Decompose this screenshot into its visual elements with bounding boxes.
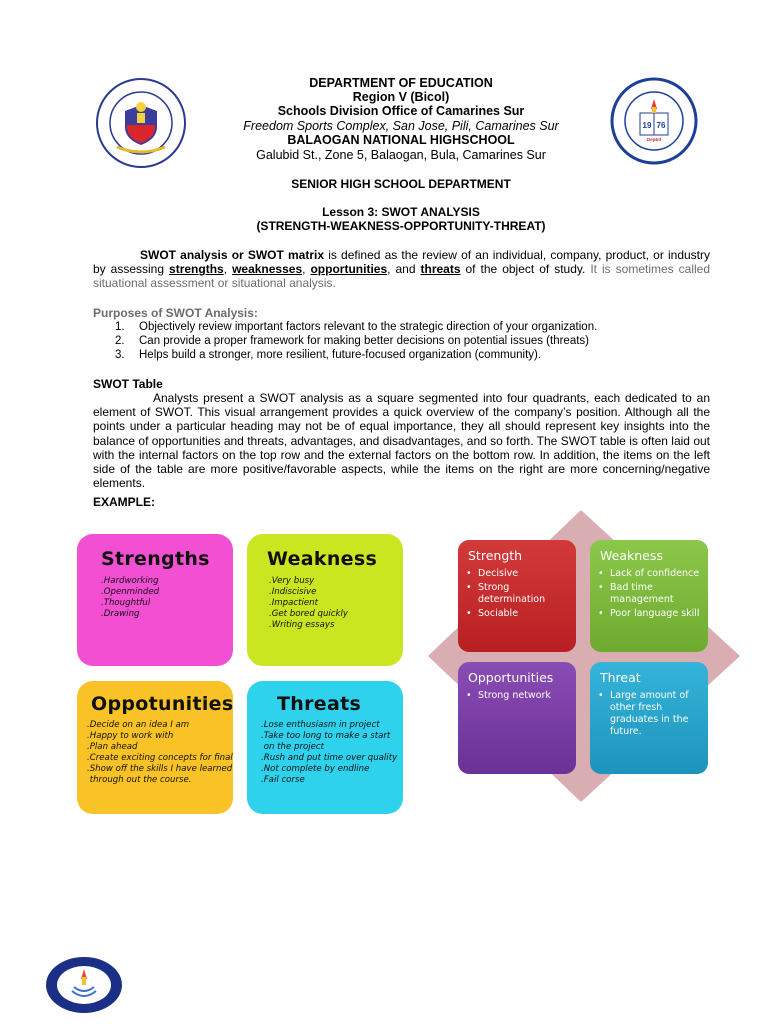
list-item: • Strong determination <box>466 582 570 606</box>
intro-text: is defined as the review of an individual, company, product, or industry by assessing <box>93 248 710 277</box>
opportunities-card-items: .Decide on an idea I am .Happy to work with .Plan ahead .Create exciting concepts for final .Show off the skills I have learned through out the course. <box>87 720 233 785</box>
strengths-card <box>77 534 233 666</box>
swot-matrix-example <box>428 510 740 802</box>
purposes-list <box>115 320 597 363</box>
deped-seal-logo <box>95 77 187 169</box>
header-school-name: BALAOGAN NATIONAL HIGHSCHOOL <box>287 133 515 147</box>
shs-department-title: SENIOR HIGH SCHOOL DEPARTMENT <box>291 177 511 191</box>
list-item: • Lack of confidence <box>598 568 702 580</box>
weakness-tile-list <box>598 568 702 622</box>
strength-tile-list <box>466 568 570 622</box>
threats-word: threats <box>420 262 461 277</box>
weakness-tile <box>590 540 708 652</box>
example-label: EXAMPLE: <box>93 495 156 509</box>
intro-grey-text: It is sometimes called situational assessment or situational analysis. <box>93 262 711 291</box>
list-text: Can provide a proper framework for making better decisions on potential issues (threats) <box>139 335 589 348</box>
strength-tile <box>458 540 576 652</box>
list-item: • Decisive <box>466 568 570 580</box>
opportunities-tile-title: Opportunities <box>468 670 554 685</box>
intro-sep: , and <box>387 262 421 277</box>
threats-card-items: .Lose enthusiasm in project .Take too long to make a start on the project .Rush and put time over quality .Not complete by endline .Fail corse <box>261 720 398 785</box>
lesson-title: Lesson 3: SWOT ANALYSIS <box>322 205 480 219</box>
opportunities-card <box>77 681 233 814</box>
weakness-tile-title: Weakness <box>600 548 663 563</box>
school-seal-logo <box>610 77 698 165</box>
swot-table-heading: SWOT Table <box>93 377 163 391</box>
opportunities-word: opportunities <box>310 262 388 277</box>
weakness-card <box>247 534 403 666</box>
header-department: DEPARTMENT OF EDUCATION <box>309 76 493 90</box>
list-text: Objectively review important factors relevant to the strategic direction of your organization. <box>139 321 598 333</box>
list-item <box>115 334 597 348</box>
list-item: • Large amount of other fresh graduates in the future. <box>598 690 702 738</box>
list-number: 3. <box>115 349 125 362</box>
strength-tile-title: Strength <box>468 548 523 563</box>
header-division: Schools Division Office of Camarines Sur <box>277 104 525 118</box>
threat-tile-list <box>598 690 702 740</box>
threats-card-title: Threats <box>277 693 362 715</box>
lesson-subtitle: (STRENGTH-WEAKNESS-OPPORTUNITY-THREAT) <box>256 219 546 233</box>
shs-footer-logo <box>44 955 124 1015</box>
intro-sep: , <box>223 262 233 277</box>
school-badge-text: DepEd <box>646 137 662 142</box>
intro-paragraph <box>93 248 710 291</box>
list-item <box>115 320 597 334</box>
intro-sep: , <box>302 262 311 277</box>
swot-table-paragraph: Analysts present a SWOT analysis as a square segmented into four quadrants, each dedicated to an element of SWOT. This visual arrangement provides a quick overview of the company’s position. Although all the points under a particular heading may not be of equal importance, they all should represent key insights into the balance of opportunities and threats, advantages, and disadvantages, and so forth. The SWOT table is often laid out with the internal factors on the top row and the external factors on the bottom row. In addition, the items on the left side of the table are more positive/favorable aspects, while the items on the right are more concerning/negative elements. <box>93 391 710 491</box>
list-item: • Bad time management <box>598 582 702 606</box>
swot-cards-example <box>70 525 422 827</box>
strengths-card-title: Strengths <box>101 548 210 570</box>
threat-tile-title: Threat <box>600 670 641 685</box>
opportunities-tile-list <box>466 690 570 704</box>
opportunities-card-title: Oppotunities <box>91 693 234 715</box>
weakness-card-title: Weakness <box>267 548 378 570</box>
strengths-word: strengths <box>169 262 224 277</box>
list-item <box>115 348 597 362</box>
list-number: 1. <box>115 321 125 333</box>
list-item: • Strong network <box>466 690 570 702</box>
list-item: • Sociable <box>466 608 570 620</box>
threats-card <box>247 681 403 814</box>
header-school-address: Galubid St., Zone 5, Balaogan, Bula, Camarines Sur <box>256 148 546 162</box>
list-text: Helps build a stronger, more resilient, future-focused organization (community). <box>139 349 542 362</box>
list-number: 2. <box>115 335 125 348</box>
opportunities-tile <box>458 662 576 774</box>
header-region: Region V (Bicol) <box>352 90 450 104</box>
weakness-card-items: .Very busy .Indiscisive .Impactient .Get bored quickly .Writing essays <box>269 576 348 630</box>
intro-text: of the object of study. <box>460 262 591 277</box>
school-year-left: 19 <box>642 121 652 130</box>
weaknesses-word: weaknesses <box>232 262 303 277</box>
intro-term: SWOT analysis or SWOT matrix <box>140 248 325 262</box>
list-item: • Poor language skill <box>598 608 702 620</box>
school-year-right: 76 <box>656 121 666 130</box>
purposes-heading: Purposes of SWOT Analysis: <box>93 306 258 320</box>
strengths-card-items: .Hardworking .Openminded .Thoughtful .Drawing <box>101 576 160 619</box>
header-address-division: Freedom Sports Complex, San Jose, Pili, Camarines Sur <box>243 119 559 133</box>
threat-tile <box>590 662 708 774</box>
